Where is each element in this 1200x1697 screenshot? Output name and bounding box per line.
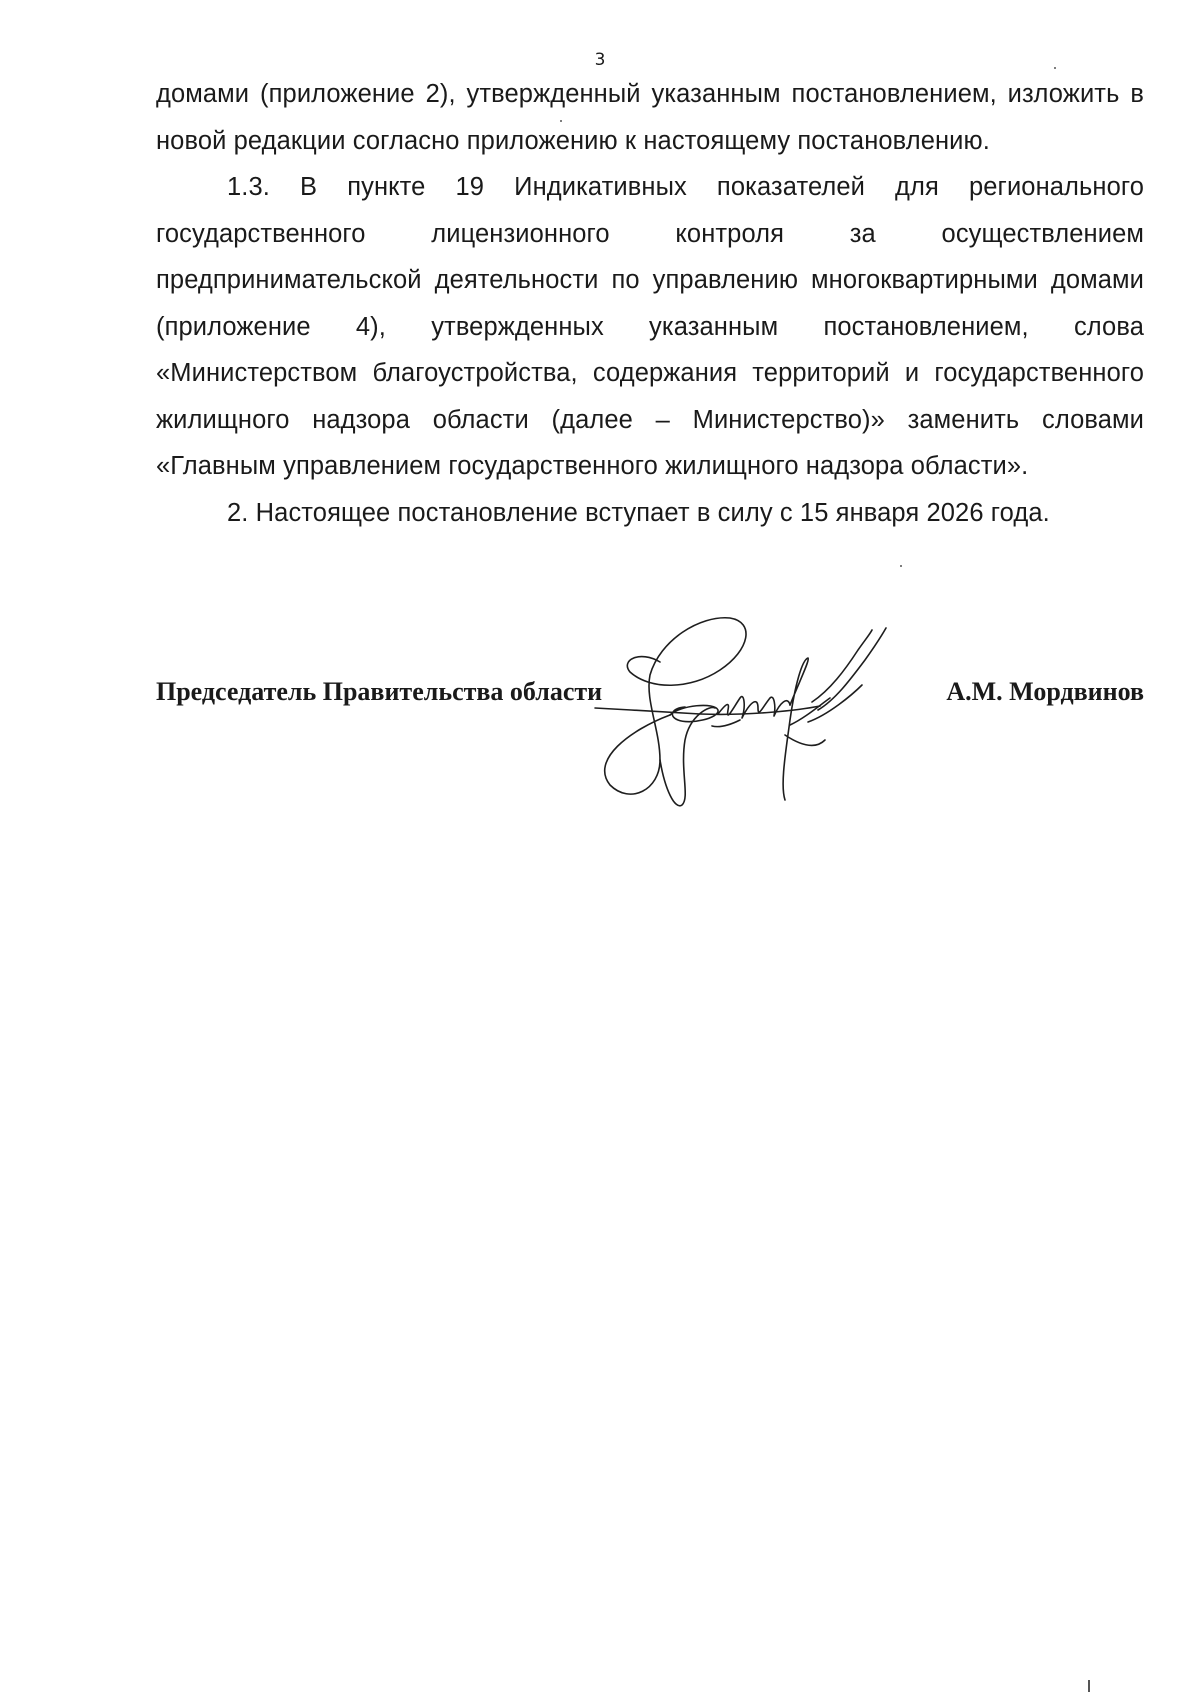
signer-position: Председатель Правительства области [156,677,603,706]
document-body [156,71,1144,536]
scan-speck [560,120,562,122]
page-number: 3 [594,50,606,70]
signer-name: А.М. Мордвинов [946,677,1144,706]
signature-block [156,672,1144,712]
scan-speck [1054,67,1056,69]
scan-speck [900,565,902,567]
paragraph-item-1-3: 1.3. В пункте 19 Индикативных показателей для регионального государственного лицензионного контроля за осуществлением предпринимательской деятельности по управлению многоквартирными домами (приложение 4), утвержденных указанным постановлением, слова «Министерством благоустройства, содержания территорий и государственного жилищного надзора области (далее – Министерство)» заменить словами «Главным управлением государственного жилищного надзора области». [156,173,1144,480]
paragraph-item-2: 2. Настоящее постановление вступает в силу с 15 января 2026 года. [227,498,1050,527]
scan-speck [1088,1680,1090,1692]
paragraph-continuation: домами (приложение 2), утвержденный указанным постановлением, изложить в новой редакции согласно приложению к настоящему постановлению. [156,80,1144,155]
